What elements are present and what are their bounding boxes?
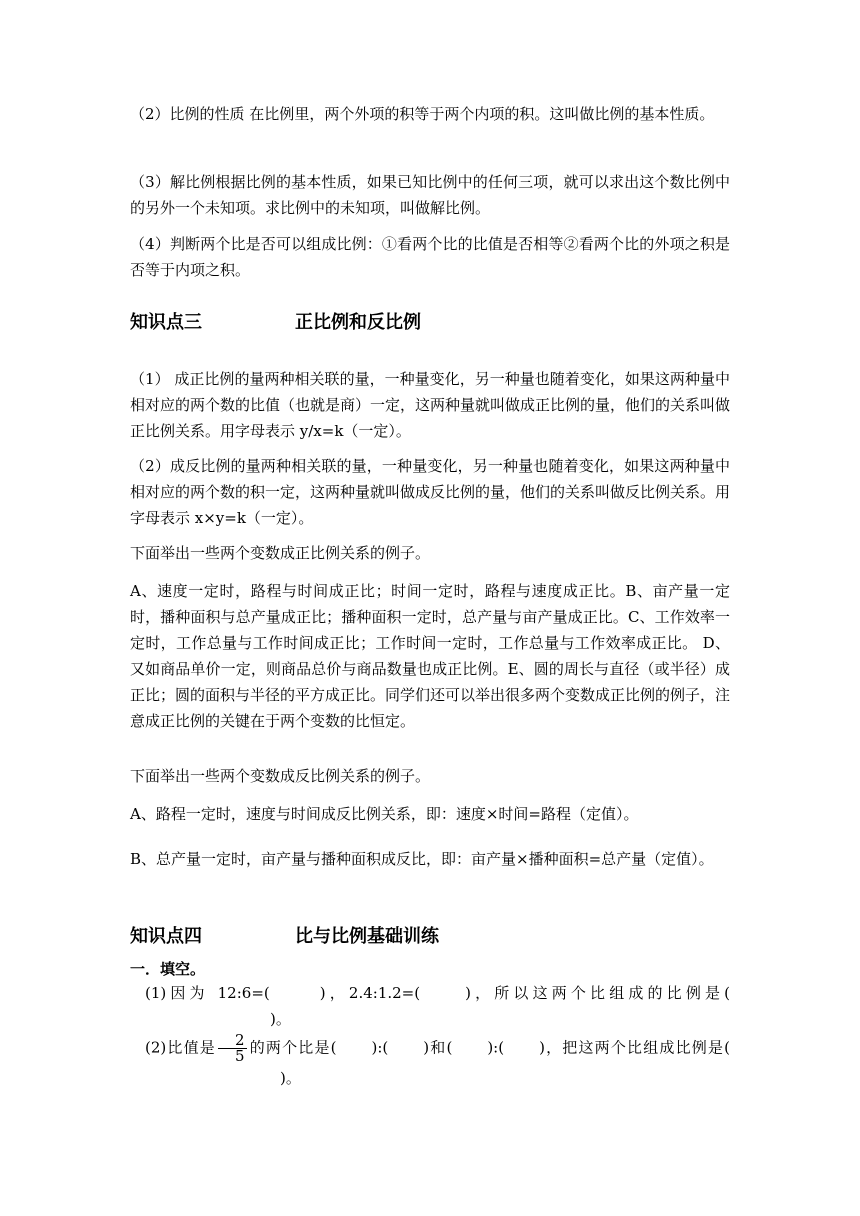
question-1 xyxy=(130,980,730,1032)
q2-text-7: )。 xyxy=(280,1069,301,1087)
direct-examples-intro: 下面举出一些两个变数成正比例关系的例子。 xyxy=(130,544,431,562)
section-heading-label: 知识点四 xyxy=(130,926,202,947)
judge-proportion-paragraph: （4）判断两个比是否可以组成比例：①看两个比的比值是否相等②看两个比的外项之积是否等于内项之积。 xyxy=(130,235,730,279)
section-heading-label: 知识点三 xyxy=(130,312,202,333)
q2-text-6: )，把这两个比组成比例是( xyxy=(539,1038,730,1057)
fraction-two-fifths xyxy=(218,1033,247,1064)
inverse-example-b: B、总产量一定时，亩产量与播种面积成反比，即：亩产量×播种面积=总产量（定值）。 xyxy=(130,850,714,868)
q1-text-3: )，所以这两个比组成的比例是( xyxy=(465,984,730,1002)
direct-examples-paragraph: A、速度一定时，路程与时间成正比；时间一定时，路程与速度成正比。B、亩产量一定时，播种面积与总产量成正比；播种面积一定时，总产量与亩产量成正比。C、工作效率一定时，工作总量与工作时间成正比；工作时间一定时，工作总量与工作效率成正比。 D、又如商品单价一定，则商品总价与商品数量也成正比例。E、圆的周长与直径（或半径）成正比；圆的面积与半径的平方成正比。同学们还可以举出很多两个变数成正比例的例子，注意成正比例的关键在于两个变数的比恒定。 xyxy=(130,582,731,730)
inverse-examples-intro: 下面举出一些两个变数成反比例关系的例子。 xyxy=(130,767,431,785)
inverse-example-a: A、路程一定时，速度与时间成反比例关系，即：速度×时间=路程（定值）。 xyxy=(130,805,639,823)
section-heading-title: 比与比例基础训练 xyxy=(295,926,439,947)
question-2 xyxy=(130,1033,730,1092)
q1-text-4: )。 xyxy=(270,1010,291,1028)
q1-text-1: (1)因为 12:6=( xyxy=(145,984,270,1002)
fraction-denominator: 5 xyxy=(234,1047,245,1065)
q1-text-2: )，2.4:1.2=( xyxy=(319,984,421,1002)
section-heading-3 xyxy=(130,310,421,336)
fraction-numerator: 2 xyxy=(218,1033,247,1049)
inverse-proportion-paragraph: （2）成反比例的量两种相关联的量，一种量变化，另一种量也随着变化，如果这两种量中相对应的两个数的积一定，这两种量就叫做成反比例的量，他们的关系叫做反比例关系。用字母表示 x×y=k（一定）。 xyxy=(130,457,731,527)
section-heading-4 xyxy=(130,924,439,950)
fill-blank-heading: 一．填空。 xyxy=(130,960,206,978)
q2-text-2: 的两个比是( xyxy=(248,1038,337,1057)
direct-proportion-paragraph: （1） 成正比例的量两种相关联的量，一种量变化，另一种量也随着变化，如果这两种量中相对应的两个数的比值（也就是商）一定，这两种量就叫做成正比例的量，他们的关系叫做正比例关系。用字母表示 y/x=k（一定）。 xyxy=(130,370,731,440)
q2-text-1: (2)比值是 xyxy=(145,1038,216,1057)
q2-text-5: ):( xyxy=(487,1038,505,1057)
q2-text-3: ):( xyxy=(371,1038,389,1057)
solve-proportion-paragraph: （3）解比例根据比例的基本性质，如果已知比例中的任何三项，就可以求出这个数比例中的另外一个未知项。求比例中的未知项，叫做解比例。 xyxy=(130,173,730,217)
q2-text-4: )和( xyxy=(423,1038,453,1057)
section-heading-title: 正比例和反比例 xyxy=(295,312,421,333)
property-paragraph: （2）比例的性质 在比例里，两个外项的积等于两个内项的积。这叫做比例的基本性质。 xyxy=(130,105,715,123)
